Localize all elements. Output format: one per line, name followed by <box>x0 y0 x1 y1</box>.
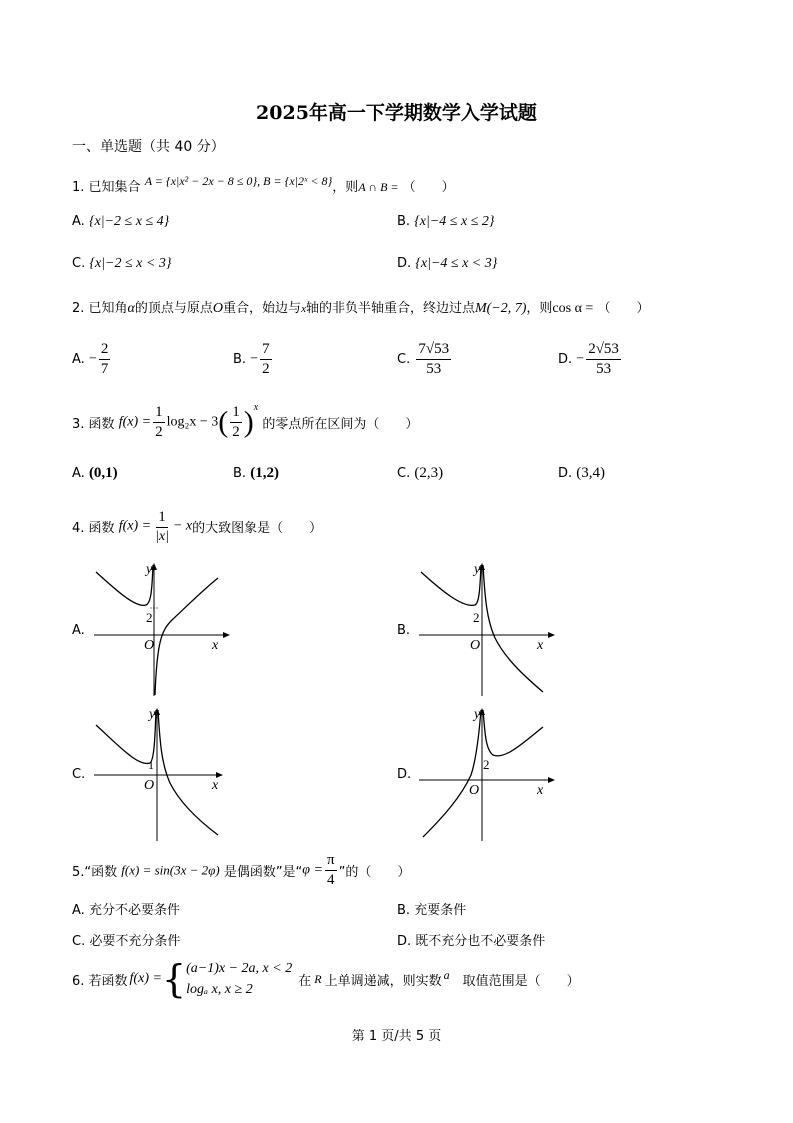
q1-set-b: , B = {x|2ˣ < 8} <box>257 174 333 188</box>
y-label: y <box>474 562 481 577</box>
section-heading: 一、单选题（共 40 分） <box>72 139 225 155</box>
x-label: x <box>212 778 219 793</box>
q5-function: f(x) = sin(3x − 2φ) <box>121 862 220 878</box>
y-label: y <box>149 707 156 722</box>
numerator: 1 <box>153 403 165 423</box>
q1-intersection: A ∩ B = <box>358 180 399 194</box>
denominator: 53 <box>596 360 612 377</box>
tick-label: 1 <box>148 758 154 772</box>
option-text: 必要不充分条件 <box>89 934 181 949</box>
q5-phi: φ = <box>302 862 323 878</box>
tick-label: 2 <box>473 610 480 625</box>
q4-fraction <box>153 508 171 545</box>
option-text: {x|−2 ≤ x < 3} <box>89 256 172 271</box>
q5-option-d[interactable] <box>397 930 545 949</box>
option-letter: D. <box>397 934 412 949</box>
option-text: 充分不必要条件 <box>88 903 180 918</box>
q6-text-b: 在 <box>298 973 312 989</box>
option-sign: − <box>250 351 259 367</box>
q6-case-2: logₐ x, x ≥ 2 <box>186 982 253 997</box>
option-text: (2,3) <box>414 465 444 481</box>
q3-paren-close: ) <box>243 405 254 439</box>
q3-base-fraction <box>230 403 242 442</box>
denominator: 53 <box>426 360 442 377</box>
q4-option-a-graph[interactable] <box>88 560 233 700</box>
q3-option-c[interactable] <box>397 465 443 482</box>
denominator: 2 <box>262 360 270 377</box>
option-letter: D. <box>558 351 573 367</box>
q6-text-d: 取值范围是（ ） <box>449 973 580 989</box>
option-letter: C. <box>72 934 86 949</box>
q2-option-b[interactable] <box>233 340 274 379</box>
x-axis-arrow <box>548 777 555 783</box>
q4-option-b-graph[interactable] <box>413 560 558 700</box>
curve-left-branch <box>96 565 153 605</box>
q4-option-b-letter[interactable]: B. <box>397 623 411 638</box>
q5-option-b[interactable] <box>397 899 466 918</box>
option-text: {x|−4 ≤ x < 3} <box>415 256 498 271</box>
option-letter: A. <box>72 214 85 229</box>
question-3-stem <box>72 403 418 442</box>
option-fraction <box>416 340 451 379</box>
origin-label: O <box>144 638 155 653</box>
q1-option-c[interactable] <box>72 256 171 272</box>
q1-text-b: ，则 <box>332 180 359 195</box>
option-letter: C. <box>397 466 411 481</box>
option-letter: C. <box>72 256 86 271</box>
numerator: 1 <box>230 403 242 423</box>
q2-option-d[interactable] <box>558 340 623 379</box>
numerator: 7 <box>260 340 272 360</box>
denominator: |x| <box>155 528 169 544</box>
curve-left-branch <box>421 565 481 605</box>
option-letter: B. <box>397 903 411 918</box>
q6-case-1: (a−1)x − 2a, x < 2 <box>186 961 293 976</box>
q3-half-fraction <box>153 403 165 442</box>
curve-left-branch <box>96 710 156 763</box>
option-letter: A. <box>72 903 85 918</box>
x-axis-arrow <box>548 632 555 638</box>
q4-option-d-graph[interactable] <box>413 705 558 845</box>
q5-fraction <box>325 851 337 890</box>
q2-text-d: 轴的非负半轴重合，终边过点 <box>305 301 475 316</box>
q4-tail: − x <box>172 518 193 534</box>
q3-function: f(x) = <box>118 414 152 430</box>
q6-text-a: 6. 若函数 <box>72 973 128 989</box>
question-2-stem <box>72 297 649 317</box>
q5-option-c[interactable] <box>72 930 180 949</box>
q2-origin: O <box>212 301 224 316</box>
numerator: π <box>325 851 337 871</box>
option-letter: A. <box>72 466 85 481</box>
option-letter: B. <box>233 466 247 481</box>
numerator: 1 <box>156 508 168 528</box>
q4-text-a: 4. 函数 <box>72 521 115 537</box>
q2-text-a: 2. 已知角 <box>72 301 128 316</box>
question-5-stem <box>72 851 410 890</box>
q6-function: f(x) = <box>129 971 162 986</box>
option-sign: − <box>576 351 585 367</box>
option-text: {x|−4 ≤ x ≤ 2} <box>414 214 495 229</box>
option-sign: − <box>88 351 97 367</box>
q6-text-c: 上单调递减，则实数 <box>324 973 442 989</box>
q4-option-c-letter[interactable]: C. <box>72 767 86 782</box>
q1-set-a: A = {x|x² − 2x − 8 ≤ 0} <box>144 174 258 188</box>
q2-option-a[interactable] <box>72 340 112 379</box>
page-number: 第 1 页/共 5 页 <box>351 1029 442 1044</box>
q6-cases <box>186 958 292 1000</box>
option-text: {x|−2 ≤ x ≤ 4} <box>88 214 170 229</box>
denominator: 7 <box>100 360 109 377</box>
denominator: 4 <box>327 871 335 888</box>
curve-right-branch <box>483 710 543 756</box>
q2-alpha: α <box>127 301 135 316</box>
q1-text-a: 1. 已知集合 <box>72 180 141 195</box>
tick-label: 2 <box>483 757 490 772</box>
q2-x: x <box>301 303 306 315</box>
option-letter: D. <box>558 466 573 481</box>
q4-option-c-graph[interactable] <box>88 705 233 845</box>
q1-option-d[interactable] <box>397 256 497 272</box>
curve-left-branch <box>423 710 481 837</box>
x-label: x <box>537 638 544 653</box>
q4-option-a-letter[interactable]: A. <box>72 623 85 638</box>
question-4-stem <box>72 508 322 545</box>
option-fraction <box>260 340 272 379</box>
option-text: 充要条件 <box>414 903 467 918</box>
option-text: (3,4) <box>576 465 606 481</box>
q3-text-a: 3. 函数 <box>72 416 115 432</box>
q1-answer-paren: （ ） <box>402 180 455 195</box>
x-axis-arrow <box>223 632 230 638</box>
q2-text-b: 的顶点与原点 <box>134 301 213 316</box>
x-label: x <box>537 783 544 798</box>
option-letter: D. <box>397 256 412 271</box>
x-label: x <box>212 638 219 653</box>
question-6-stem <box>72 958 580 1000</box>
denominator: 2 <box>155 423 163 440</box>
q6-brace: { <box>161 957 187 1001</box>
q2-option-c[interactable] <box>397 340 453 379</box>
q2-answer-paren: （ ） <box>597 301 650 316</box>
option-fraction <box>99 340 111 379</box>
curve-right-branch <box>155 578 218 695</box>
numerator: 7√53 <box>416 340 451 360</box>
q3-option-a[interactable] <box>72 465 118 482</box>
y-label: y <box>146 562 153 577</box>
q3-paren-open: ( <box>218 405 229 439</box>
tick-label: 2 <box>146 610 153 625</box>
q5-option-a[interactable] <box>72 899 180 918</box>
curve-right-branch <box>483 565 543 692</box>
q4-function: f(x) = <box>118 518 152 534</box>
option-letter: B. <box>397 214 411 229</box>
q3-option-b[interactable] <box>233 465 279 482</box>
q1-option-b[interactable] <box>397 214 495 230</box>
page-title: 2025年高一下学期数学入学试题 <box>256 102 537 124</box>
option-text: 既不充分也不必要条件 <box>415 934 546 949</box>
q5-text-a: 5.“函数 <box>72 864 118 880</box>
q5-text-b: 是偶函数”是“ <box>223 864 303 880</box>
option-letter: A. <box>72 351 85 367</box>
numerator: 2 <box>99 340 111 360</box>
q6-real-set: R <box>314 971 322 986</box>
denominator: 2 <box>232 423 240 440</box>
numerator: 2√53 <box>586 340 621 360</box>
q5-text-c: ”的（ ） <box>338 864 411 880</box>
q2-text-c: 重合，始边与 <box>223 301 302 316</box>
q2-point: M(−2, 7) <box>474 301 527 316</box>
q6-param-a: a <box>443 967 450 982</box>
y-label: y <box>474 707 481 722</box>
origin-label: O <box>470 638 481 653</box>
option-letter: B. <box>233 351 247 367</box>
q4-text-b: 的大致图象是（ ） <box>192 521 323 537</box>
origin-label: O <box>144 778 155 793</box>
option-fraction <box>586 340 621 379</box>
option-letter: C. <box>397 351 411 367</box>
q1-option-a[interactable] <box>72 214 169 230</box>
q3-text-b: 的零点所在区间为（ ） <box>262 416 419 432</box>
origin-label: O <box>469 783 480 798</box>
question-1-stem <box>72 176 455 195</box>
q4-option-d-letter[interactable]: D. <box>397 767 412 782</box>
q3-log-term: log₂x − 3 <box>166 414 219 430</box>
q2-cos: cos α = <box>552 301 594 316</box>
curve-right-branch <box>158 710 218 835</box>
option-text: (0,1) <box>88 465 118 481</box>
q3-exponent: x <box>253 401 259 413</box>
q3-option-d[interactable] <box>558 465 605 482</box>
option-text: (1,2) <box>250 465 279 481</box>
q2-text-e: ，则 <box>526 301 553 316</box>
